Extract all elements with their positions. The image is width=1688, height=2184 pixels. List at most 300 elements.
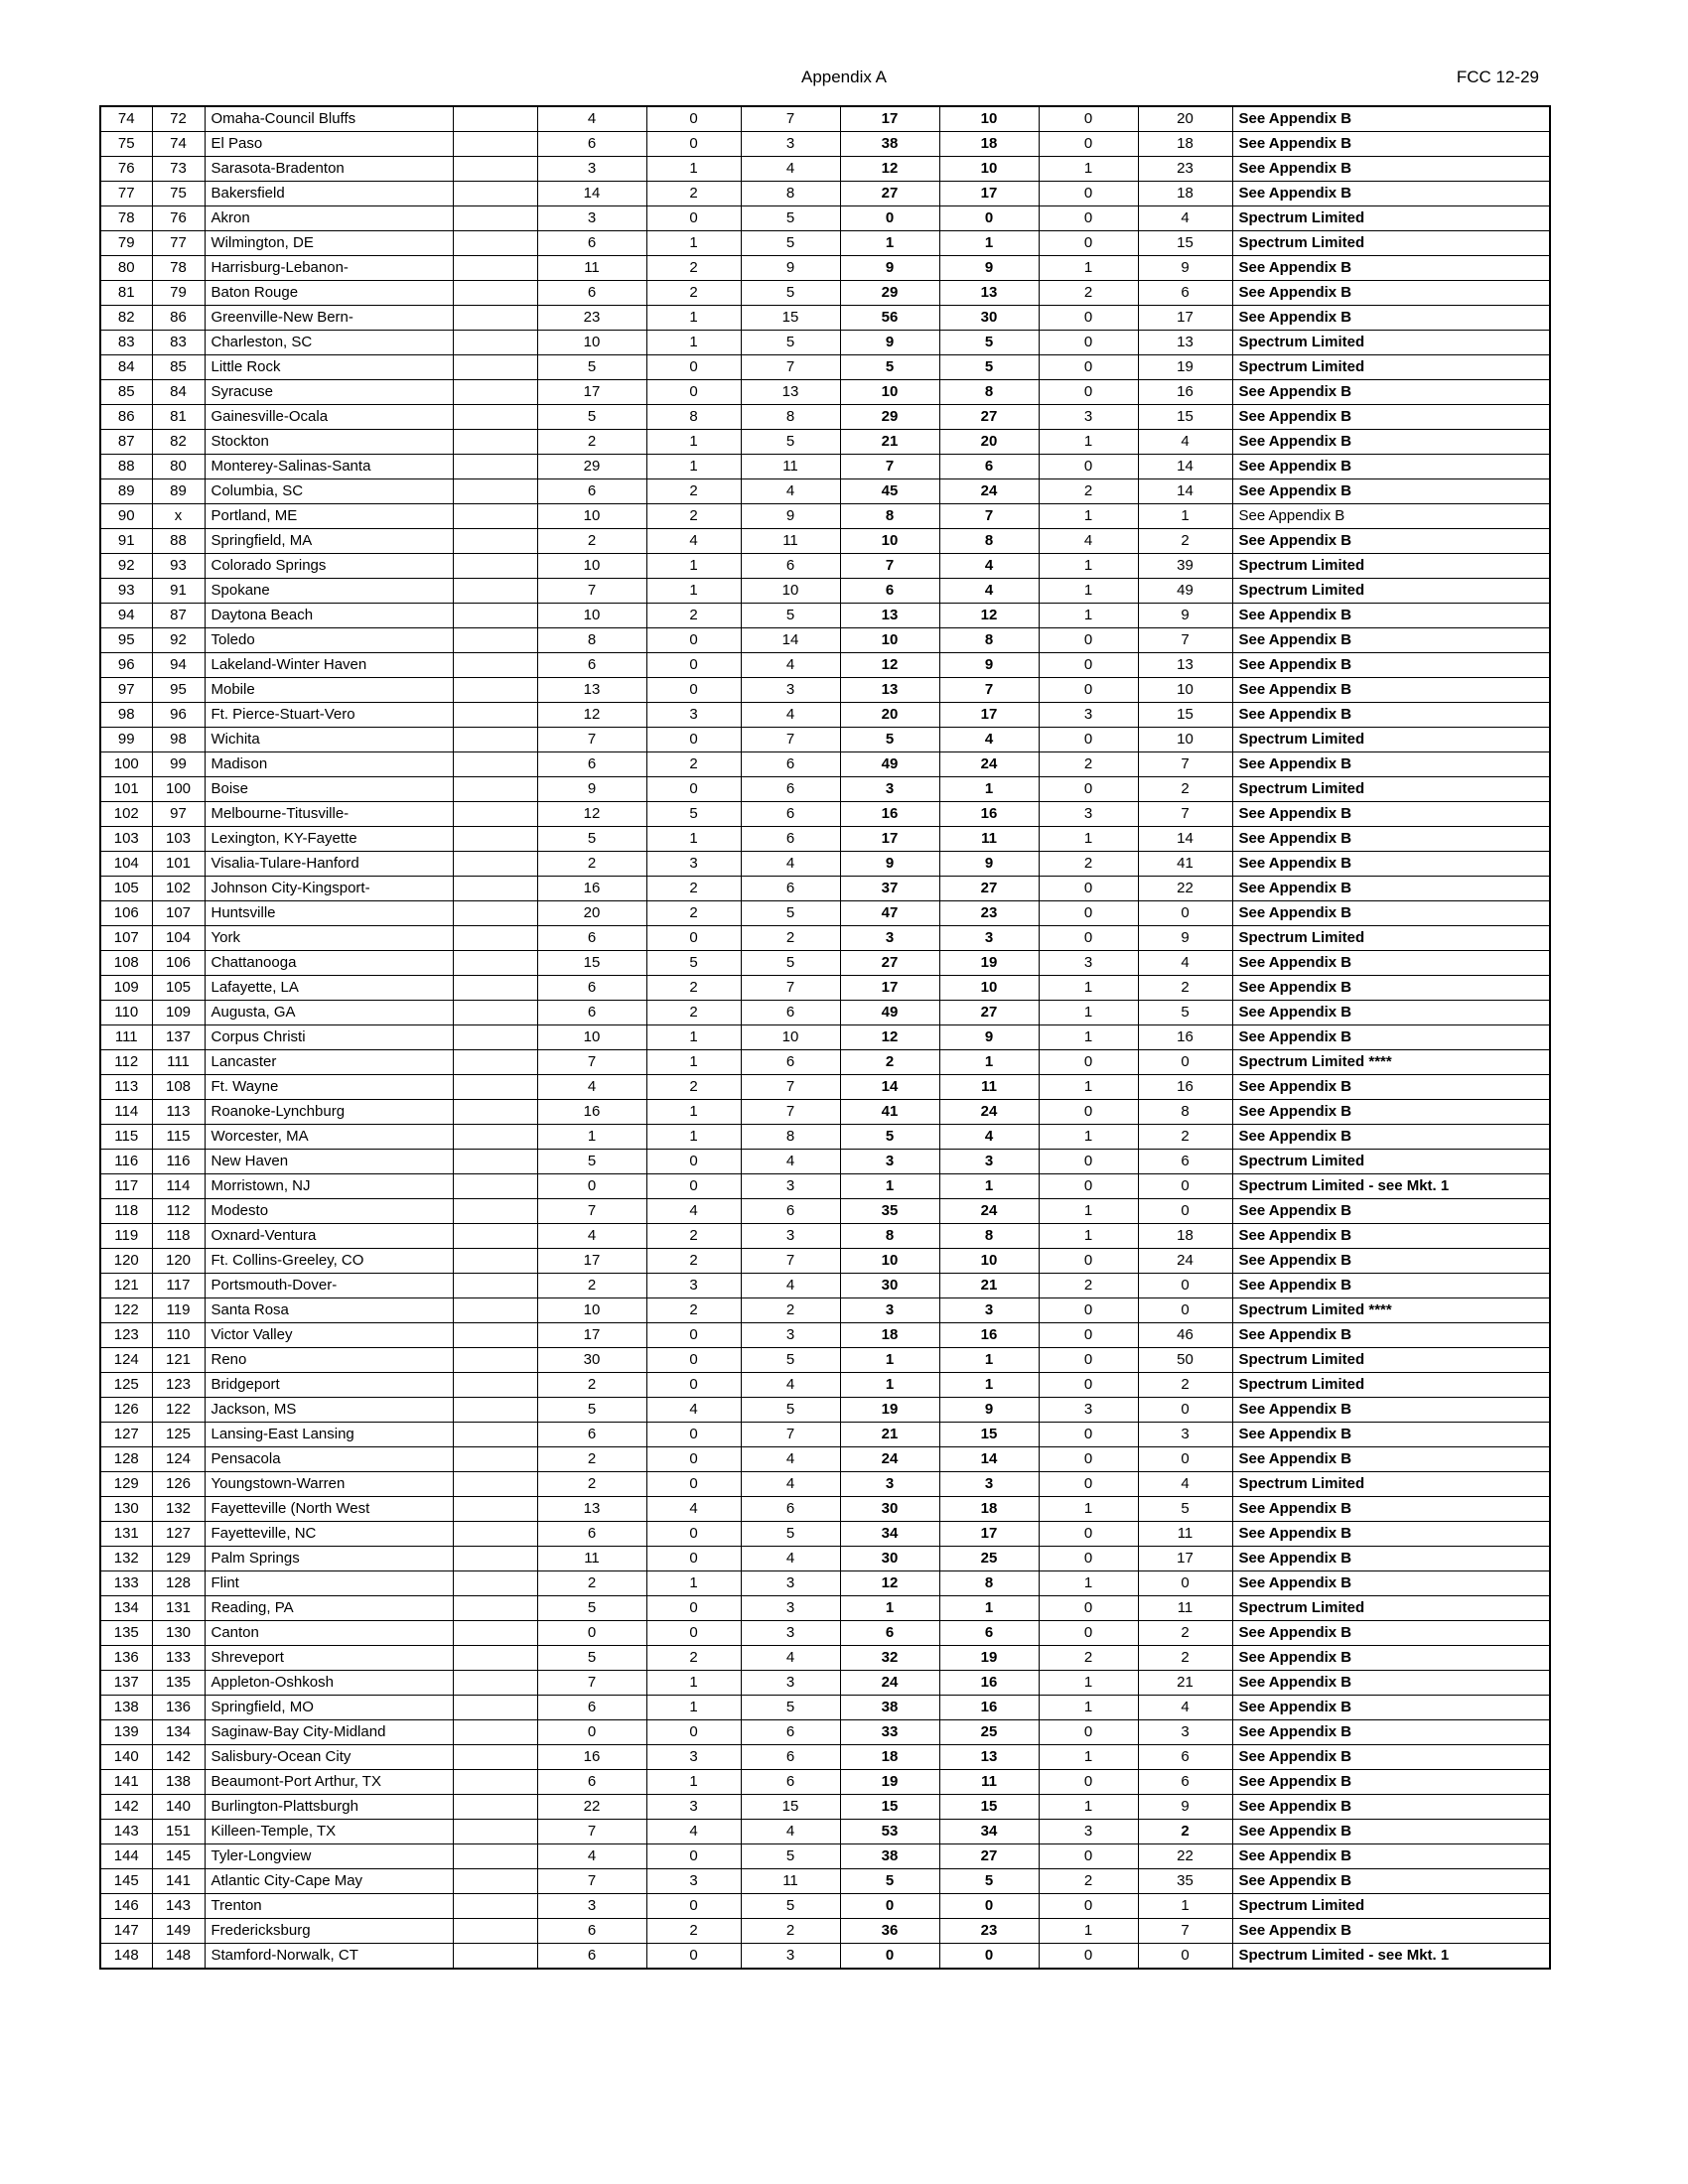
table-row [100, 1497, 1550, 1522]
value-cell: 16 [939, 1696, 1039, 1720]
value-cell: 25 [939, 1547, 1039, 1571]
value-cell: 7 [537, 1199, 646, 1224]
empty-cell [453, 1125, 537, 1150]
market-name-cell: Shreveport [205, 1646, 453, 1671]
rank-cell: 144 [100, 1844, 152, 1869]
value-cell: 10 [537, 554, 646, 579]
value-cell: 12 [537, 802, 646, 827]
status-cell: See Appendix B [1232, 380, 1550, 405]
status-cell: Spectrum Limited [1232, 331, 1550, 355]
empty-cell [453, 479, 537, 504]
status-cell: Spectrum Limited [1232, 1472, 1550, 1497]
value-cell: 7 [1138, 628, 1232, 653]
rank-cell: 115 [100, 1125, 152, 1150]
value-cell: 1 [1039, 1671, 1138, 1696]
value-cell: 25 [939, 1720, 1039, 1745]
value-cell: 4 [646, 1820, 741, 1844]
prev-rank-cell: 92 [152, 628, 205, 653]
market-table [99, 105, 1551, 1970]
value-cell: 9 [939, 256, 1039, 281]
value-cell: 0 [1039, 1373, 1138, 1398]
value-cell: 18 [939, 1497, 1039, 1522]
value-cell: 6 [537, 281, 646, 306]
value-cell: 1 [646, 1770, 741, 1795]
table-row [100, 1323, 1550, 1348]
value-cell: 3 [741, 1323, 840, 1348]
value-cell: 2 [537, 1373, 646, 1398]
value-cell: 20 [1138, 106, 1232, 132]
status-cell: See Appendix B [1232, 132, 1550, 157]
value-cell: 30 [840, 1274, 939, 1298]
rank-cell: 133 [100, 1571, 152, 1596]
fcc-doc-number: FCC 12-29 [1456, 68, 1539, 86]
value-cell: 0 [646, 380, 741, 405]
rank-cell: 112 [100, 1050, 152, 1075]
prev-rank-cell: 128 [152, 1571, 205, 1596]
value-cell: 5 [741, 604, 840, 628]
value-cell: 11 [939, 827, 1039, 852]
appendix-title: Appendix A [800, 68, 887, 86]
market-name-cell: Monterey-Salinas-Santa [205, 455, 453, 479]
prev-rank-cell: 131 [152, 1596, 205, 1621]
value-cell: 0 [1039, 1298, 1138, 1323]
value-cell: 10 [840, 628, 939, 653]
status-cell: See Appendix B [1232, 529, 1550, 554]
table-row [100, 1100, 1550, 1125]
value-cell: 0 [1138, 1447, 1232, 1472]
value-cell: 1 [1039, 1745, 1138, 1770]
status-cell: See Appendix B [1232, 479, 1550, 504]
value-cell: 0 [646, 1373, 741, 1398]
value-cell: 0 [1039, 1894, 1138, 1919]
table-row [100, 1274, 1550, 1298]
prev-rank-cell: 97 [152, 802, 205, 827]
value-cell: 1 [1039, 1001, 1138, 1025]
empty-cell [453, 206, 537, 231]
value-cell: 8 [741, 182, 840, 206]
value-cell: 0 [1138, 1571, 1232, 1596]
prev-rank-cell: 129 [152, 1547, 205, 1571]
value-cell: 16 [939, 1671, 1039, 1696]
prev-rank-cell: 75 [152, 182, 205, 206]
value-cell: 0 [646, 1447, 741, 1472]
empty-cell [453, 1001, 537, 1025]
value-cell: 14 [1138, 479, 1232, 504]
market-name-cell: Youngstown-Warren [205, 1472, 453, 1497]
rank-cell: 99 [100, 728, 152, 752]
value-cell: 0 [1039, 1844, 1138, 1869]
empty-cell [453, 1150, 537, 1174]
value-cell: 2 [537, 1447, 646, 1472]
value-cell: 3 [840, 1472, 939, 1497]
empty-cell [453, 504, 537, 529]
value-cell: 1 [939, 1348, 1039, 1373]
value-cell: 0 [646, 1547, 741, 1571]
prev-rank-cell: 95 [152, 678, 205, 703]
value-cell: 0 [646, 926, 741, 951]
prev-rank-cell: 76 [152, 206, 205, 231]
prev-rank-cell: 127 [152, 1522, 205, 1547]
value-cell: 13 [741, 380, 840, 405]
value-cell: 17 [537, 380, 646, 405]
value-cell: 5 [537, 827, 646, 852]
value-cell: 2 [646, 281, 741, 306]
status-cell: See Appendix B [1232, 1075, 1550, 1100]
value-cell: 8 [939, 1571, 1039, 1596]
value-cell: 0 [646, 1596, 741, 1621]
value-cell: 4 [741, 1274, 840, 1298]
value-cell: 5 [741, 1894, 840, 1919]
value-cell: 0 [840, 1894, 939, 1919]
empty-cell [453, 728, 537, 752]
value-cell: 6 [537, 1919, 646, 1944]
empty-cell [453, 1423, 537, 1447]
prev-rank-cell: 133 [152, 1646, 205, 1671]
empty-cell [453, 1398, 537, 1423]
rank-cell: 128 [100, 1447, 152, 1472]
value-cell: 1 [1039, 430, 1138, 455]
value-cell: 0 [1039, 1249, 1138, 1274]
rank-cell: 95 [100, 628, 152, 653]
value-cell: 2 [646, 901, 741, 926]
value-cell: 0 [646, 1323, 741, 1348]
prev-rank-cell: 125 [152, 1423, 205, 1447]
prev-rank-cell: 141 [152, 1869, 205, 1894]
rank-cell: 79 [100, 231, 152, 256]
value-cell: 10 [537, 604, 646, 628]
market-name-cell: Lancaster [205, 1050, 453, 1075]
value-cell: 34 [840, 1522, 939, 1547]
value-cell: 0 [646, 1720, 741, 1745]
value-cell: 1 [1039, 976, 1138, 1001]
prev-rank-cell: 113 [152, 1100, 205, 1125]
empty-cell [453, 455, 537, 479]
value-cell: 5 [939, 355, 1039, 380]
table-row [100, 1820, 1550, 1844]
status-cell: See Appendix B [1232, 455, 1550, 479]
market-name-cell: Oxnard-Ventura [205, 1224, 453, 1249]
value-cell: 6 [1138, 1745, 1232, 1770]
value-cell: 38 [840, 132, 939, 157]
prev-rank-cell: 79 [152, 281, 205, 306]
empty-cell [453, 1224, 537, 1249]
empty-cell [453, 1720, 537, 1745]
empty-cell [453, 430, 537, 455]
value-cell: 41 [1138, 852, 1232, 877]
value-cell: 47 [840, 901, 939, 926]
market-name-cell: Gainesville-Ocala [205, 405, 453, 430]
prev-rank-cell: 103 [152, 827, 205, 852]
value-cell: 16 [939, 1323, 1039, 1348]
value-cell: 1 [939, 1373, 1039, 1398]
table-row [100, 1050, 1550, 1075]
value-cell: 3 [1138, 1423, 1232, 1447]
value-cell: 7 [741, 1249, 840, 1274]
value-cell: 24 [939, 1100, 1039, 1125]
value-cell: 3 [840, 926, 939, 951]
status-cell: Spectrum Limited [1232, 1894, 1550, 1919]
market-name-cell: Akron [205, 206, 453, 231]
value-cell: 7 [939, 504, 1039, 529]
value-cell: 8 [939, 1224, 1039, 1249]
value-cell: 0 [939, 1944, 1039, 1970]
empty-cell [453, 579, 537, 604]
value-cell: 0 [1138, 1199, 1232, 1224]
value-cell: 6 [537, 1944, 646, 1970]
value-cell: 0 [537, 1720, 646, 1745]
value-cell: 37 [840, 877, 939, 901]
value-cell: 16 [537, 1745, 646, 1770]
status-cell: Spectrum Limited [1232, 206, 1550, 231]
value-cell: 6 [741, 777, 840, 802]
table-row [100, 1869, 1550, 1894]
value-cell: 6 [1138, 1770, 1232, 1795]
value-cell: 0 [939, 206, 1039, 231]
status-cell: Spectrum Limited [1232, 777, 1550, 802]
value-cell: 2 [1138, 1125, 1232, 1150]
empty-cell [453, 331, 537, 355]
value-cell: 2 [537, 430, 646, 455]
value-cell: 1 [1138, 1894, 1232, 1919]
value-cell: 2 [646, 1249, 741, 1274]
table-row [100, 430, 1550, 455]
empty-cell [453, 1075, 537, 1100]
empty-cell [453, 653, 537, 678]
prev-rank-cell: 104 [152, 926, 205, 951]
value-cell: 38 [840, 1696, 939, 1720]
value-cell: 4 [939, 728, 1039, 752]
table-row [100, 1745, 1550, 1770]
table-row [100, 951, 1550, 976]
market-name-cell: Augusta, GA [205, 1001, 453, 1025]
value-cell: 5 [537, 1646, 646, 1671]
value-cell: 5 [741, 331, 840, 355]
value-cell: 11 [537, 1547, 646, 1571]
value-cell: 9 [537, 777, 646, 802]
market-name-cell: Little Rock [205, 355, 453, 380]
value-cell: 8 [646, 405, 741, 430]
value-cell: 1 [646, 1671, 741, 1696]
prev-rank-cell: 101 [152, 852, 205, 877]
value-cell: 12 [939, 604, 1039, 628]
market-name-cell: Reading, PA [205, 1596, 453, 1621]
value-cell: 7 [537, 1869, 646, 1894]
value-cell: 29 [840, 405, 939, 430]
value-cell: 20 [840, 703, 939, 728]
value-cell: 2 [1138, 1621, 1232, 1646]
status-cell: See Appendix B [1232, 976, 1550, 1001]
value-cell: 4 [537, 1075, 646, 1100]
value-cell: 1 [646, 231, 741, 256]
market-name-cell: Atlantic City-Cape May [205, 1869, 453, 1894]
value-cell: 11 [741, 455, 840, 479]
table-row [100, 827, 1550, 852]
status-cell: See Appendix B [1232, 106, 1550, 132]
value-cell: 19 [939, 951, 1039, 976]
market-name-cell: El Paso [205, 132, 453, 157]
table-row [100, 1025, 1550, 1050]
prev-rank-cell: 117 [152, 1274, 205, 1298]
status-cell: See Appendix B [1232, 1795, 1550, 1820]
market-name-cell: Santa Rosa [205, 1298, 453, 1323]
rank-cell: 89 [100, 479, 152, 504]
value-cell: 3 [741, 678, 840, 703]
market-name-cell: Harrisburg-Lebanon- [205, 256, 453, 281]
value-cell: 8 [939, 529, 1039, 554]
rank-cell: 136 [100, 1646, 152, 1671]
value-cell: 5 [741, 430, 840, 455]
status-cell: See Appendix B [1232, 802, 1550, 827]
prev-rank-cell: 135 [152, 1671, 205, 1696]
value-cell: 18 [1138, 182, 1232, 206]
value-cell: 17 [840, 106, 939, 132]
value-cell: 5 [537, 355, 646, 380]
prev-rank-cell: 82 [152, 430, 205, 455]
table-row [100, 1795, 1550, 1820]
value-cell: 7 [741, 106, 840, 132]
value-cell: 5 [646, 802, 741, 827]
table-row [100, 604, 1550, 628]
value-cell: 1 [646, 827, 741, 852]
value-cell: 2 [646, 976, 741, 1001]
empty-cell [453, 1100, 537, 1125]
status-cell: See Appendix B [1232, 430, 1550, 455]
rank-cell: 87 [100, 430, 152, 455]
value-cell: 4 [741, 479, 840, 504]
value-cell: 3 [741, 1224, 840, 1249]
value-cell: 35 [1138, 1869, 1232, 1894]
market-name-cell: Springfield, MA [205, 529, 453, 554]
value-cell: 3 [646, 1745, 741, 1770]
value-cell: 21 [939, 1274, 1039, 1298]
value-cell: 19 [840, 1398, 939, 1423]
market-name-cell: Lakeland-Winter Haven [205, 653, 453, 678]
rank-cell: 101 [100, 777, 152, 802]
value-cell: 3 [537, 1894, 646, 1919]
value-cell: 4 [1138, 430, 1232, 455]
market-name-cell: Fredericksburg [205, 1919, 453, 1944]
empty-cell [453, 1596, 537, 1621]
value-cell: 1 [1039, 1025, 1138, 1050]
market-name-cell: Beaumont-Port Arthur, TX [205, 1770, 453, 1795]
status-cell: See Appendix B [1232, 1571, 1550, 1596]
rank-cell: 145 [100, 1869, 152, 1894]
value-cell: 5 [741, 1398, 840, 1423]
value-cell: 19 [840, 1770, 939, 1795]
table-row [100, 1373, 1550, 1398]
empty-cell [453, 554, 537, 579]
market-name-cell: Stockton [205, 430, 453, 455]
value-cell: 27 [840, 182, 939, 206]
value-cell: 29 [537, 455, 646, 479]
value-cell: 1 [939, 1174, 1039, 1199]
empty-cell [453, 1472, 537, 1497]
rank-cell: 109 [100, 976, 152, 1001]
value-cell: 4 [741, 1472, 840, 1497]
value-cell: 7 [537, 1050, 646, 1075]
value-cell: 5 [741, 951, 840, 976]
status-cell: See Appendix B [1232, 281, 1550, 306]
rank-cell: 134 [100, 1596, 152, 1621]
market-name-cell: Salisbury-Ocean City [205, 1745, 453, 1770]
rank-cell: 88 [100, 455, 152, 479]
value-cell: 2 [741, 926, 840, 951]
value-cell: 0 [646, 1844, 741, 1869]
value-cell: 6 [741, 827, 840, 852]
table-row [100, 380, 1550, 405]
value-cell: 18 [939, 132, 1039, 157]
value-cell: 6 [537, 231, 646, 256]
value-cell: 15 [741, 1795, 840, 1820]
value-cell: 0 [537, 1621, 646, 1646]
status-cell: Spectrum Limited **** [1232, 1298, 1550, 1323]
value-cell: 10 [939, 1249, 1039, 1274]
value-cell: 0 [1039, 455, 1138, 479]
value-cell: 24 [939, 1199, 1039, 1224]
value-cell: 0 [646, 653, 741, 678]
value-cell: 49 [1138, 579, 1232, 604]
value-cell: 34 [939, 1820, 1039, 1844]
value-cell: 1 [646, 306, 741, 331]
value-cell: 2 [537, 1571, 646, 1596]
value-cell: 0 [646, 106, 741, 132]
prev-rank-cell: 89 [152, 479, 205, 504]
value-cell: 6 [537, 926, 646, 951]
value-cell: 0 [1039, 1522, 1138, 1547]
empty-cell [453, 1795, 537, 1820]
rank-cell: 122 [100, 1298, 152, 1323]
value-cell: 0 [1039, 1100, 1138, 1125]
value-cell: 0 [646, 1621, 741, 1646]
value-cell: 29 [840, 281, 939, 306]
status-cell: See Appendix B [1232, 1919, 1550, 1944]
prev-rank-cell: 73 [152, 157, 205, 182]
value-cell: 7 [1138, 1919, 1232, 1944]
prev-rank-cell: 136 [152, 1696, 205, 1720]
value-cell: 12 [840, 1571, 939, 1596]
status-cell: Spectrum Limited [1232, 355, 1550, 380]
value-cell: 0 [646, 678, 741, 703]
empty-cell [453, 628, 537, 653]
rank-cell: 120 [100, 1249, 152, 1274]
value-cell: 3 [1138, 1720, 1232, 1745]
value-cell: 3 [741, 132, 840, 157]
market-name-cell: Portland, ME [205, 504, 453, 529]
market-name-cell: Pensacola [205, 1447, 453, 1472]
status-cell: Spectrum Limited [1232, 1348, 1550, 1373]
value-cell: 5 [741, 206, 840, 231]
value-cell: 3 [741, 1944, 840, 1970]
value-cell: 3 [1039, 951, 1138, 976]
value-cell: 3 [1039, 1820, 1138, 1844]
empty-cell [453, 1547, 537, 1571]
status-cell: See Appendix B [1232, 405, 1550, 430]
empty-cell [453, 926, 537, 951]
page-header [0, 68, 1688, 91]
status-cell: See Appendix B [1232, 1274, 1550, 1298]
value-cell: 10 [741, 1025, 840, 1050]
table-row [100, 1547, 1550, 1571]
value-cell: 4 [1138, 206, 1232, 231]
value-cell: 19 [1138, 355, 1232, 380]
value-cell: 0 [1039, 106, 1138, 132]
status-cell: See Appendix B [1232, 951, 1550, 976]
value-cell: 5 [741, 1844, 840, 1869]
rank-cell: 97 [100, 678, 152, 703]
empty-cell [453, 1919, 537, 1944]
status-cell: See Appendix B [1232, 1001, 1550, 1025]
value-cell: 8 [741, 1125, 840, 1150]
